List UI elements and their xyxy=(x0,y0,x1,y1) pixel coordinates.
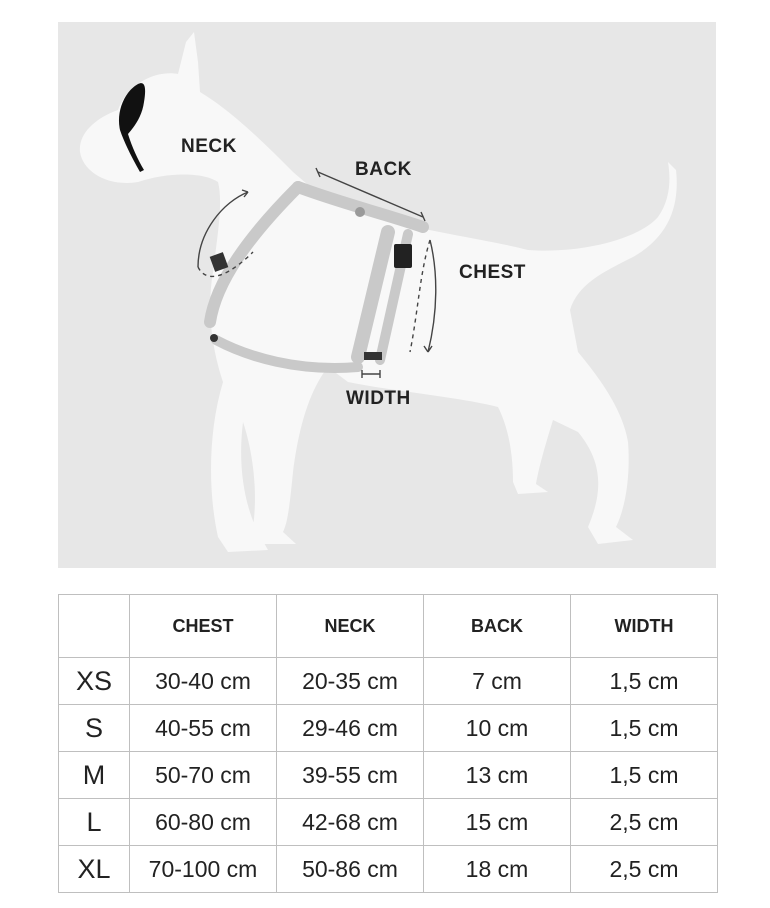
table-header-row xyxy=(59,595,718,658)
header-width: WIDTH xyxy=(571,595,718,658)
back-cell: 7 cm xyxy=(424,658,571,705)
chest-cell: 70-100 cm xyxy=(130,846,277,893)
size-cell: L xyxy=(59,799,130,846)
size-cell: XS xyxy=(59,658,130,705)
neck-label: NECK xyxy=(181,136,237,157)
neck-cell: 20-35 cm xyxy=(277,658,424,705)
size-cell: M xyxy=(59,752,130,799)
size-cell: XL xyxy=(59,846,130,893)
belly-clip xyxy=(364,352,382,360)
back-label: BACK xyxy=(355,159,412,180)
table-row xyxy=(59,705,718,752)
back-ring xyxy=(355,207,365,217)
table-row xyxy=(59,752,718,799)
neck-cell: 50-86 cm xyxy=(277,846,424,893)
header-back: BACK xyxy=(424,595,571,658)
chest-cell: 60-80 cm xyxy=(130,799,277,846)
dog-harness-illustration xyxy=(58,22,716,568)
table-row xyxy=(59,846,718,893)
size-chart-table xyxy=(58,594,718,893)
neck-cell: 29-46 cm xyxy=(277,705,424,752)
back-cell: 15 cm xyxy=(424,799,571,846)
neck-cell: 39-55 cm xyxy=(277,752,424,799)
width-cell: 1,5 cm xyxy=(571,752,718,799)
width-cell: 1,5 cm xyxy=(571,705,718,752)
dog-silhouette-drawing xyxy=(58,22,716,568)
header-chest: CHEST xyxy=(130,595,277,658)
width-cell: 2,5 cm xyxy=(571,799,718,846)
neck-cell: 42-68 cm xyxy=(277,799,424,846)
back-cell: 13 cm xyxy=(424,752,571,799)
header-neck: NECK xyxy=(277,595,424,658)
width-cell: 1,5 cm xyxy=(571,658,718,705)
back-cell: 10 cm xyxy=(424,705,571,752)
chest-cell: 30-40 cm xyxy=(130,658,277,705)
back-cell: 18 cm xyxy=(424,846,571,893)
table-row xyxy=(59,799,718,846)
front-ring xyxy=(210,334,218,342)
chest-cell: 40-55 cm xyxy=(130,705,277,752)
chest-cell: 50-70 cm xyxy=(130,752,277,799)
chest-label: CHEST xyxy=(459,262,526,283)
width-label: WIDTH xyxy=(346,388,411,409)
size-cell: S xyxy=(59,705,130,752)
chest-buckle xyxy=(394,244,412,268)
table-row xyxy=(59,658,718,705)
header-size xyxy=(59,595,130,658)
width-cell: 2,5 cm xyxy=(571,846,718,893)
